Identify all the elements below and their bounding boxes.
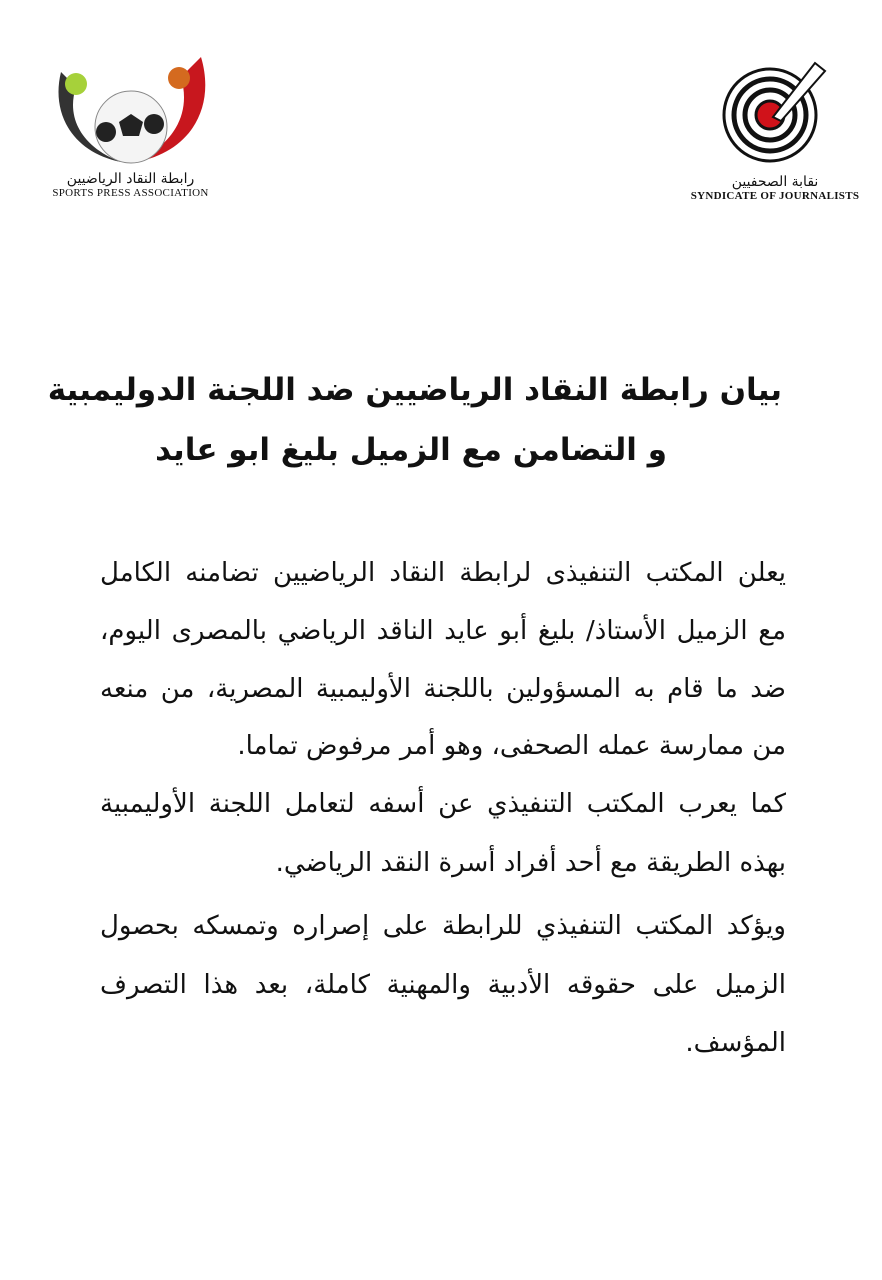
body-line: ضد ما قام به المسؤولين باللجنة الأوليمبية المصرية، من منعه	[100, 674, 786, 704]
statement-title-line-2: و التضامن مع الزميل بليغ ابو عايد	[155, 432, 667, 468]
logo-arabic-name: رابطة النقاد الرياضيين	[66, 171, 195, 187]
body-line: الزميل على حقوقه الأدبية والمهنية كاملة، بعد هذا التصرف	[100, 970, 786, 1000]
football-logo-icon	[51, 52, 211, 167]
logo-english-name: SPORTS PRESS ASSOCIATION	[52, 187, 209, 199]
target-pen-icon	[715, 55, 835, 170]
syndicate-of-journalists-logo	[690, 55, 860, 202]
statement-title-line-1: بيان رابطة النقاد الرياضيين ضد اللجنة الدوليمبية	[47, 372, 782, 408]
body-line: بهذه الطريقة مع أحد أفراد أسرة النقد الرياضي.	[275, 848, 786, 878]
logo-english-name: SYNDICATE OF JOURNALISTS	[690, 190, 860, 202]
body-line: مع الزميل الأستاذ/ بليغ أبو عايد الناقد الرياضي بالمصرى اليوم،	[100, 616, 786, 646]
body-line: المؤسف.	[685, 1028, 786, 1058]
body-line: يعلن المكتب التنفيذى لرابطة النقاد الرياضيين تضامنه الكامل	[100, 558, 786, 588]
body-line: كما يعرب المكتب التنفيذي عن أسفه لتعامل اللجنة الأوليمبية	[100, 789, 786, 819]
sports-press-association-logo	[48, 52, 213, 199]
body-line: من ممارسة عمله الصحفى، وهو أمر مرفوض تماما.	[237, 731, 786, 761]
logo-arabic-name: نقابة الصحفيين	[731, 174, 819, 190]
body-line: ويؤكد المكتب التنفيذي للرابطة على إصراره وتمسكه بحصول	[100, 911, 786, 941]
